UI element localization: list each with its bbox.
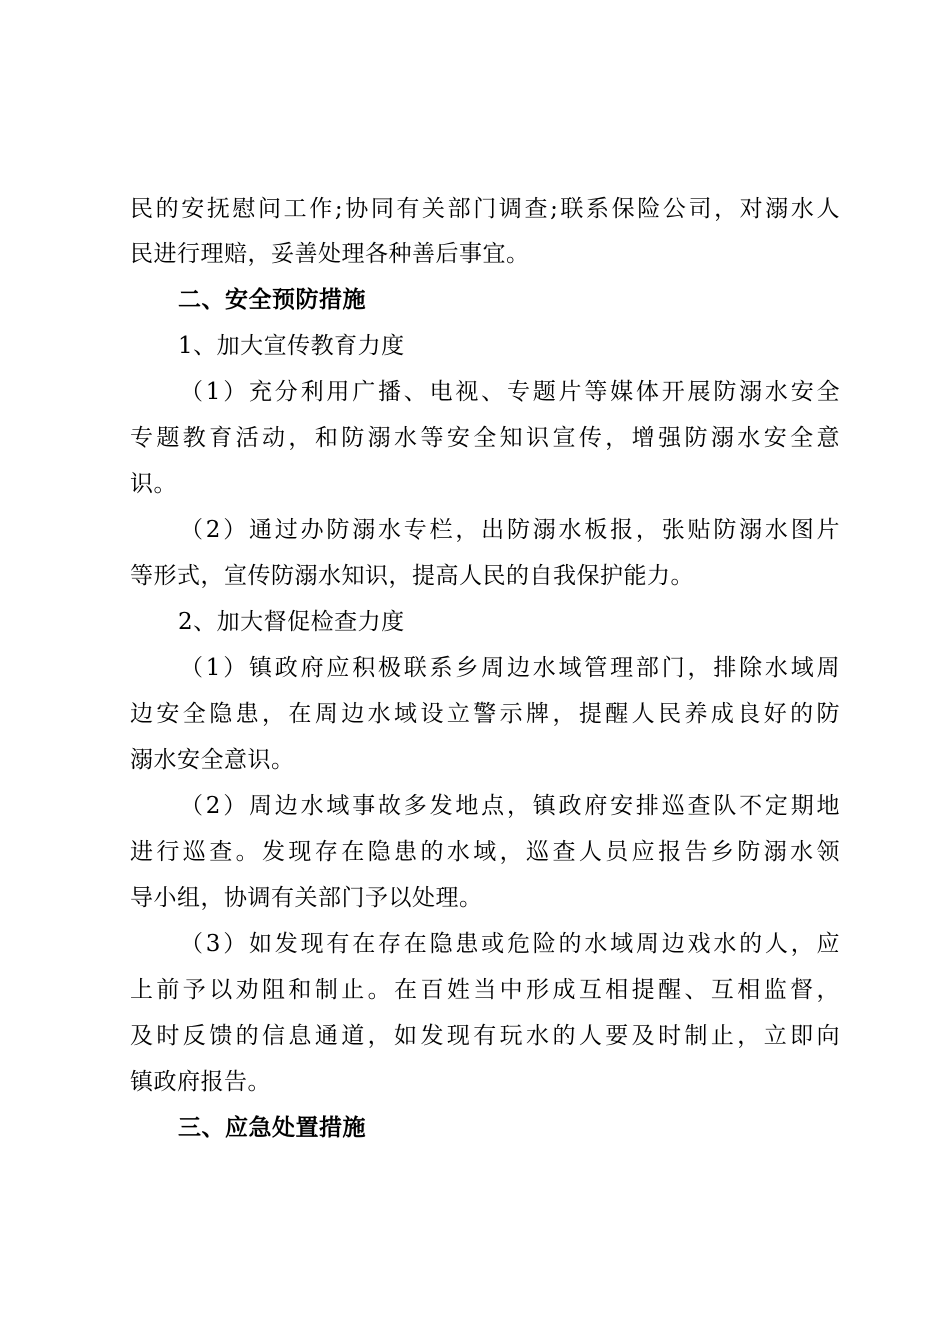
paragraph-line: 进行巡查。发现存在隐患的水域，巡查人员应报告乡防溺水领 [130,839,840,865]
paragraph-line: 溺水安全意识。 [130,747,295,773]
section-heading: 二、安全预防措施 [178,286,366,313]
subsection-heading: 1、加大宣传教育力度 [178,333,405,359]
paragraph-line: 专题教育活动，和防溺水等安全知识宣传，增强防溺水安全意 [130,425,840,451]
paragraph-line: 及时反馈的信息通道，如发现有玩水的人要及时制止，立即向 [130,1023,840,1049]
paragraph-line: 民进行理赔，妥善处理各种善后事宜。 [130,241,530,267]
paragraph-line: 边安全隐患，在周边水域设立警示牌，提醒人民养成良好的防 [130,701,840,727]
paragraph-line: 民的安抚慰问工作;协同有关部门调查;联系保险公司，对溺水人 [130,196,840,222]
paragraph-line: 导小组，协调有关部门予以处理。 [130,885,483,911]
subsection-heading: 2、加大督促检查力度 [178,609,405,635]
paragraph-line: 镇政府报告。 [130,1069,271,1095]
paragraph-line: （1）镇政府应积极联系乡周边水域管理部门，排除水域周 [180,655,840,681]
paragraph-line: （1）充分利用广播、电视、专题片等媒体开展防溺水安全 [180,379,840,405]
paragraph-line: 等形式，宣传防溺水知识，提高人民的自我保护能力。 [130,563,694,589]
paragraph-line: （2）通过办防溺水专栏，出防溺水板报，张贴防溺水图片 [180,517,840,543]
section-heading: 三、应急处置措施 [178,1114,366,1141]
paragraph-line: （3）如发现有在存在隐患或危险的水域周边戏水的人，应 [180,931,840,957]
paragraph-line: 识。 [130,471,177,497]
paragraph-line: （2）周边水域事故多发地点，镇政府安排巡查队不定期地 [180,793,840,819]
paragraph-line: 上前予以劝阻和制止。在百姓当中形成互相提醒、互相监督， [130,977,840,1003]
